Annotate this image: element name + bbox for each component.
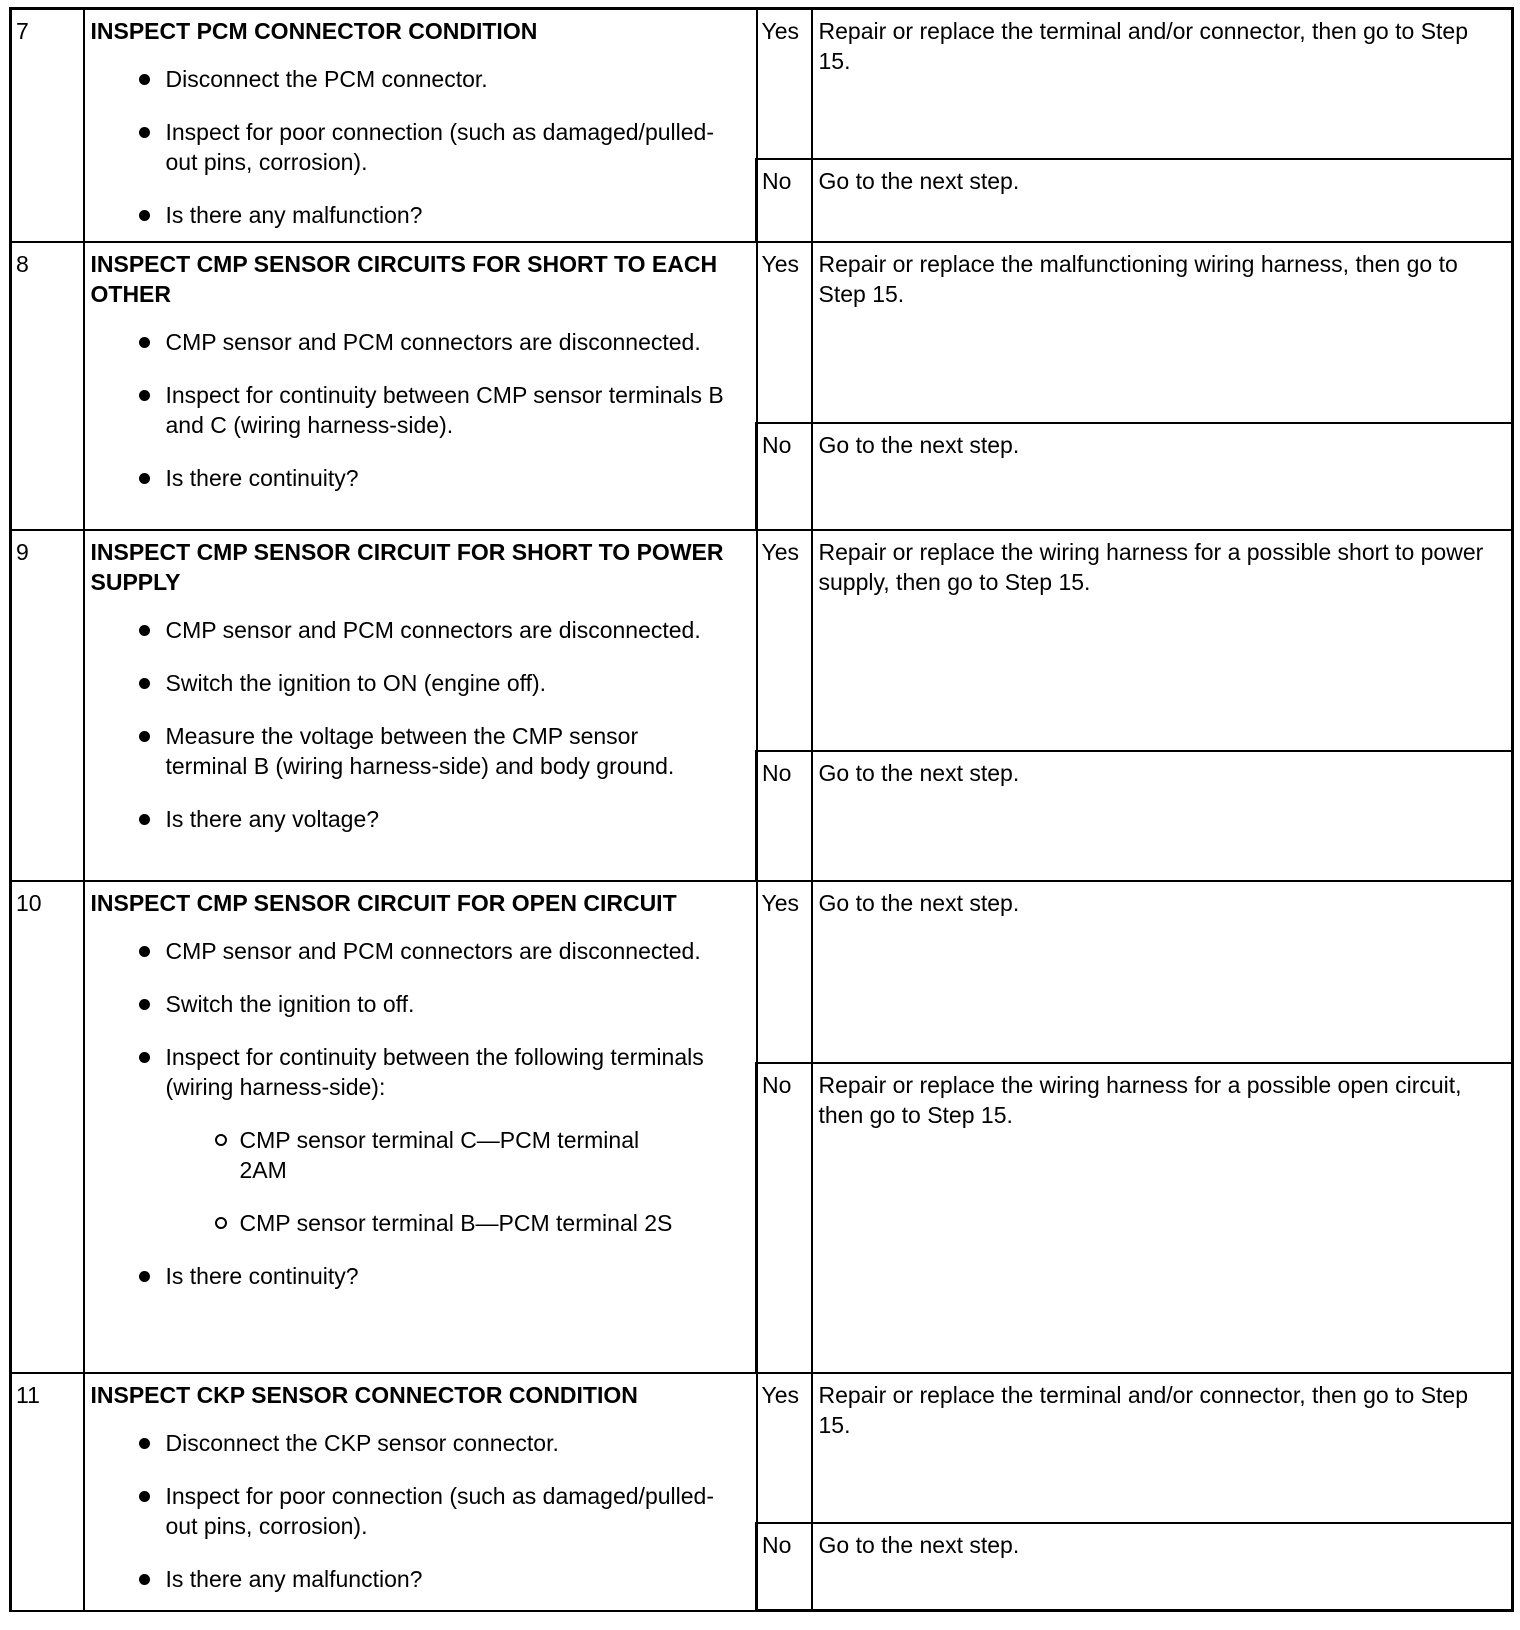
no-label: No <box>757 1523 812 1611</box>
bullet-item: Disconnect the CKP sensor connector. <box>142 1428 726 1458</box>
no-action: Repair or replace the wiring harness for a possible open circuit, then go to Step 15. <box>812 1063 1513 1373</box>
step-row <box>11 242 1513 423</box>
step-content <box>84 9 757 242</box>
yes-label: Yes <box>757 881 812 1063</box>
sub-bullet-item: CMP sensor terminal C—PCM terminal 2AM <box>216 1125 680 1185</box>
step-title: INSPECT CKP SENSOR CONNECTOR CONDITION <box>90 1381 638 1408</box>
sub-bullets <box>166 1125 726 1238</box>
step-number: 11 <box>11 1373 84 1611</box>
yes-action: Repair or replace the malfunctioning wiring harness, then go to Step 15. <box>812 242 1513 423</box>
bullet-item: Disconnect the PCM connector. <box>142 64 726 94</box>
step-row <box>11 881 1513 1063</box>
step-bullets <box>91 936 748 1291</box>
step-number: 9 <box>11 530 84 881</box>
step-bullets <box>91 615 748 834</box>
bullet-item: CMP sensor and PCM connectors are disconnected. <box>142 615 726 645</box>
yes-label: Yes <box>757 530 812 751</box>
bullet-item: Is there continuity? <box>142 463 726 493</box>
step-row <box>11 1373 1513 1523</box>
diagnostic-steps-table <box>9 7 1514 1612</box>
step-bullets <box>91 1428 748 1594</box>
no-label: No <box>757 751 812 881</box>
bullet-item: Is there any malfunction? <box>142 1564 726 1594</box>
bullet-item: Inspect for poor connection (such as damaged/pulled-out pins, corrosion). <box>142 1481 726 1541</box>
yes-label: Yes <box>757 9 812 159</box>
step-bullets <box>91 327 748 493</box>
yes-label: Yes <box>757 242 812 423</box>
bullet-item: Switch the ignition to off. <box>142 989 726 1019</box>
step-row <box>11 530 1513 751</box>
step-content <box>84 530 757 881</box>
step-content <box>84 1373 757 1611</box>
step-content <box>84 881 757 1373</box>
no-label: No <box>757 423 812 530</box>
bullet-item <box>142 1042 726 1238</box>
yes-action: Go to the next step. <box>812 881 1513 1063</box>
bullet-item: Inspect for poor connection (such as damaged/pulled-out pins, corrosion). <box>142 117 726 177</box>
step-title: INSPECT CMP SENSOR CIRCUIT FOR SHORT TO POWER SUPPLY <box>90 538 724 595</box>
bullet-item: Is there any voltage? <box>142 804 726 834</box>
step-title: INSPECT CMP SENSOR CIRCUITS FOR SHORT TO EACH OTHER <box>90 250 718 307</box>
no-action: Go to the next step. <box>812 1523 1513 1611</box>
no-label: No <box>757 159 812 242</box>
step-number: 8 <box>11 242 84 530</box>
bullet-item: Measure the voltage between the CMP sensor terminal B (wiring harness-side) and body ground. <box>142 721 726 781</box>
step-content <box>84 242 757 530</box>
bullet-item: Inspect for continuity between CMP sensor terminals B and C (wiring harness-side). <box>142 380 726 440</box>
no-action: Go to the next step. <box>812 751 1513 881</box>
bullet-item: Switch the ignition to ON (engine off). <box>142 668 726 698</box>
bullet-item: Is there continuity? <box>142 1261 726 1291</box>
bullet-item: Is there any malfunction? <box>142 200 726 230</box>
yes-action: Repair or replace the terminal and/or connector, then go to Step 15. <box>812 1373 1513 1523</box>
step-number: 10 <box>11 881 84 1373</box>
bullet-text: Inspect for continuity between the following terminals (wiring harness-side): <box>165 1043 704 1100</box>
step-row <box>11 9 1513 159</box>
step-title: INSPECT CMP SENSOR CIRCUIT FOR OPEN CIRCUIT <box>90 889 677 916</box>
step-title: INSPECT PCM CONNECTOR CONDITION <box>90 18 538 44</box>
step-bullets <box>91 64 748 230</box>
no-label: No <box>757 1063 812 1373</box>
yes-action: Repair or replace the terminal and/or connector, then go to Step 15. <box>812 9 1513 159</box>
step-number: 7 <box>11 9 84 242</box>
bullet-item: CMP sensor and PCM connectors are disconnected. <box>142 936 726 966</box>
sub-bullet-item: CMP sensor terminal B—PCM terminal 2S <box>216 1208 680 1238</box>
no-action: Go to the next step. <box>812 423 1513 530</box>
no-action: Go to the next step. <box>812 159 1513 242</box>
bullet-item: CMP sensor and PCM connectors are disconnected. <box>142 327 726 357</box>
yes-action: Repair or replace the wiring harness for a possible short to power supply, then go to Step 15. <box>812 530 1513 751</box>
yes-label: Yes <box>757 1373 812 1523</box>
